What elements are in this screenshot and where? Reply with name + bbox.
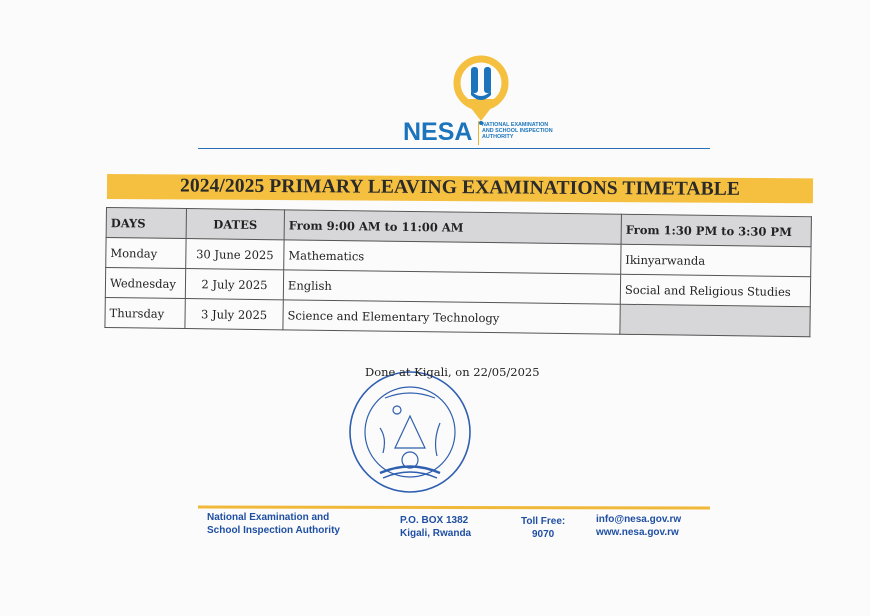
header-afternoon: From 1:30 PM to 3:30 PM [621, 214, 811, 246]
cell-date: 3 July 2025 [185, 299, 283, 330]
cell-afternoon: Ikinyarwanda [621, 244, 811, 276]
cell-afternoon: Social and Religious Studies [620, 274, 810, 306]
footer-address [400, 514, 471, 540]
cell-morning: English [283, 270, 620, 304]
done-at-text: Done at Kigali, on 22/05/2025 [365, 365, 540, 379]
footer-po-box: P.O. BOX 1382 [400, 515, 469, 526]
official-seal-icon [345, 368, 475, 496]
timetable-table [104, 207, 812, 337]
cell-morning: Science and Elementary Technology [283, 300, 620, 334]
footer-org-line: School Inspection Authority [207, 525, 340, 536]
cell-date: 2 July 2025 [185, 269, 283, 300]
footer-email-link[interactable]: info@nesa.gov.rw [596, 514, 682, 525]
document-title: 2024/2025 PRIMARY LEAVING EXAMINATIONS TIMETABLE [179, 175, 741, 200]
title-banner [107, 174, 813, 203]
logo-separator [478, 121, 479, 145]
cell-morning: Mathematics [284, 240, 621, 274]
timetable [104, 207, 812, 337]
footer-toll-number: 9070 [532, 529, 555, 540]
footer-website-link[interactable]: www.nesa.gov.rw [596, 527, 679, 538]
footer-contact [596, 513, 681, 539]
cell-day: Monday [106, 238, 186, 269]
footer-city: Kigali, Rwanda [400, 528, 472, 539]
cell-afternoon-empty [620, 304, 810, 336]
header-days: DAYS [106, 208, 186, 239]
footer-org-line: National Examination and [207, 512, 330, 523]
cell-date: 30 June 2025 [186, 239, 284, 270]
cell-day: Wednesday [105, 268, 185, 299]
nesa-logo [400, 55, 570, 150]
footer-toll-free [521, 515, 565, 541]
logo-subtitle-line: NATIONAL EXAMINATION [482, 122, 549, 128]
pencil-bulb-logo-icon [446, 55, 516, 127]
footer-toll-label: Toll Free: [521, 516, 566, 527]
header-dates: DATES [186, 209, 284, 240]
header-morning: From 9:00 AM to 11:00 AM [284, 210, 621, 244]
logo-wordmark: NESA [403, 118, 473, 146]
header-divider [198, 148, 710, 149]
logo-subtitle-line: AUTHORITY [482, 134, 514, 141]
cell-day: Thursday [105, 297, 185, 328]
logo-subtitle [482, 122, 553, 141]
footer-organization [207, 511, 340, 537]
footer-divider [198, 506, 710, 510]
logo-subtitle-line: AND SCHOOL INSPECTION [482, 128, 553, 135]
